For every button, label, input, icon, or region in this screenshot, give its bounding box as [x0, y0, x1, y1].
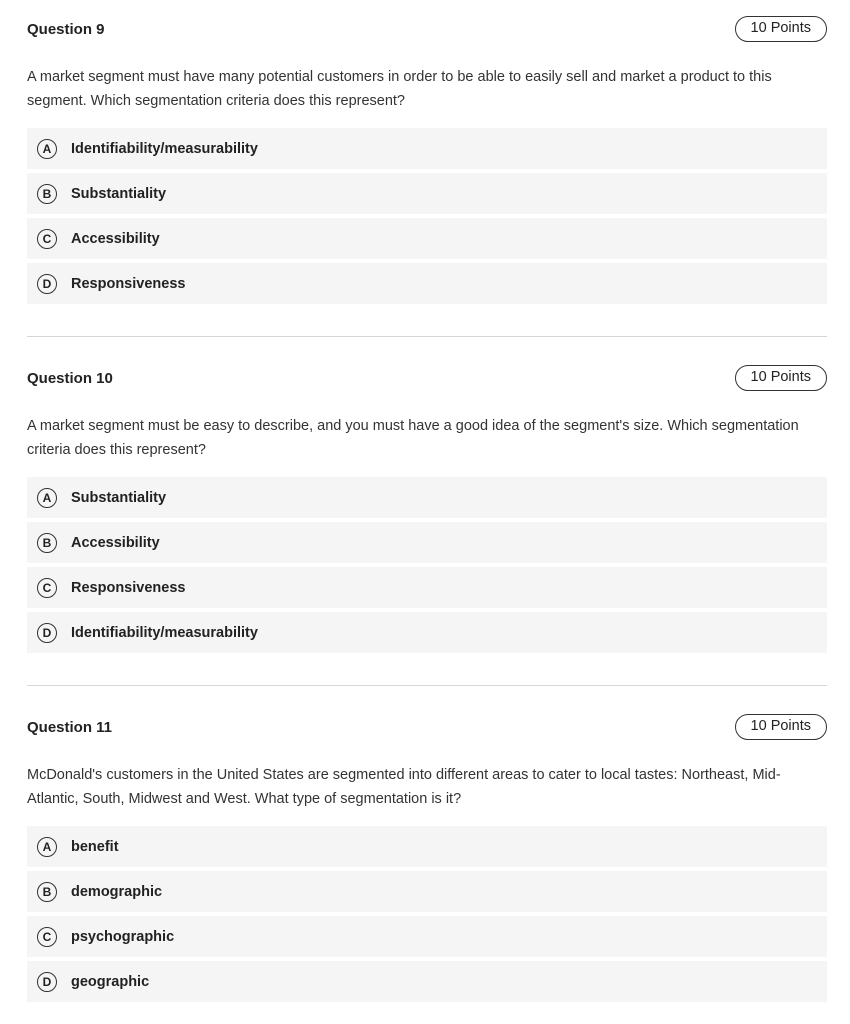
- question-title: Question 11: [27, 719, 113, 736]
- answer-options: [27, 128, 827, 304]
- option-letter-b-icon: B: [37, 533, 57, 553]
- option-label: geographic: [71, 973, 150, 990]
- option-letter-c-icon: C: [37, 927, 57, 947]
- option-letter-b-icon: B: [37, 184, 57, 204]
- option-letter-c-icon: C: [37, 578, 57, 598]
- option-d[interactable]: [27, 612, 827, 653]
- question-title: Question 9: [27, 21, 105, 38]
- question-text: A market segment must be easy to describe, and you must have a good idea of the segment's size. Which segmentation criteria does this represent?: [27, 418, 799, 458]
- option-letter-d-icon: D: [37, 972, 57, 992]
- option-b[interactable]: [27, 173, 827, 214]
- option-a[interactable]: [27, 128, 827, 169]
- option-b[interactable]: [27, 522, 827, 563]
- option-letter-c-icon: C: [37, 229, 57, 249]
- option-letter-b-icon: B: [37, 882, 57, 902]
- points-badge: 10 Points: [735, 714, 827, 740]
- question-11: [27, 714, 827, 1006]
- question-9: [27, 16, 827, 308]
- question-header: [27, 714, 827, 744]
- option-label: Identifiability/measurability: [71, 140, 258, 157]
- question-10: [27, 365, 827, 657]
- question-divider: [27, 336, 827, 337]
- question-text: A market segment must have many potential customers in order to be able to easily sell and market a product to this segment. Which segmentation criteria does this represent?: [27, 69, 772, 109]
- question-title: Question 10: [27, 370, 113, 387]
- points-badge: 10 Points: [735, 365, 827, 391]
- option-label: Substantiality: [71, 185, 167, 202]
- answer-options: [27, 477, 827, 653]
- option-c[interactable]: [27, 218, 827, 259]
- option-label: Accessibility: [71, 230, 160, 247]
- option-a[interactable]: [27, 477, 827, 518]
- option-label: psychographic: [71, 928, 175, 945]
- option-letter-a-icon: A: [37, 488, 57, 508]
- option-c[interactable]: [27, 916, 827, 957]
- option-d[interactable]: [27, 263, 827, 304]
- option-label: Accessibility: [71, 534, 160, 551]
- points-badge: 10 Points: [735, 16, 827, 42]
- option-d[interactable]: [27, 961, 827, 1002]
- option-label: Responsiveness: [71, 579, 186, 596]
- option-letter-a-icon: A: [37, 837, 57, 857]
- option-letter-d-icon: D: [37, 623, 57, 643]
- option-letter-d-icon: D: [37, 274, 57, 294]
- option-label: demographic: [71, 883, 163, 900]
- option-label: benefit: [71, 838, 119, 855]
- option-label: Identifiability/measurability: [71, 624, 258, 641]
- question-header: [27, 16, 827, 46]
- option-b[interactable]: [27, 871, 827, 912]
- option-c[interactable]: [27, 567, 827, 608]
- question-header: [27, 365, 827, 395]
- option-label: Responsiveness: [71, 275, 186, 292]
- option-a[interactable]: [27, 826, 827, 867]
- option-label: Substantiality: [71, 489, 167, 506]
- question-text: McDonald's customers in the United States are segmented into different areas to cater to local tastes: Northeast, Mid-Atlantic, South, Midwest and West. What type of segmentation is it?: [27, 767, 781, 807]
- question-divider: [27, 685, 827, 686]
- option-letter-a-icon: A: [37, 139, 57, 159]
- answer-options: [27, 826, 827, 1002]
